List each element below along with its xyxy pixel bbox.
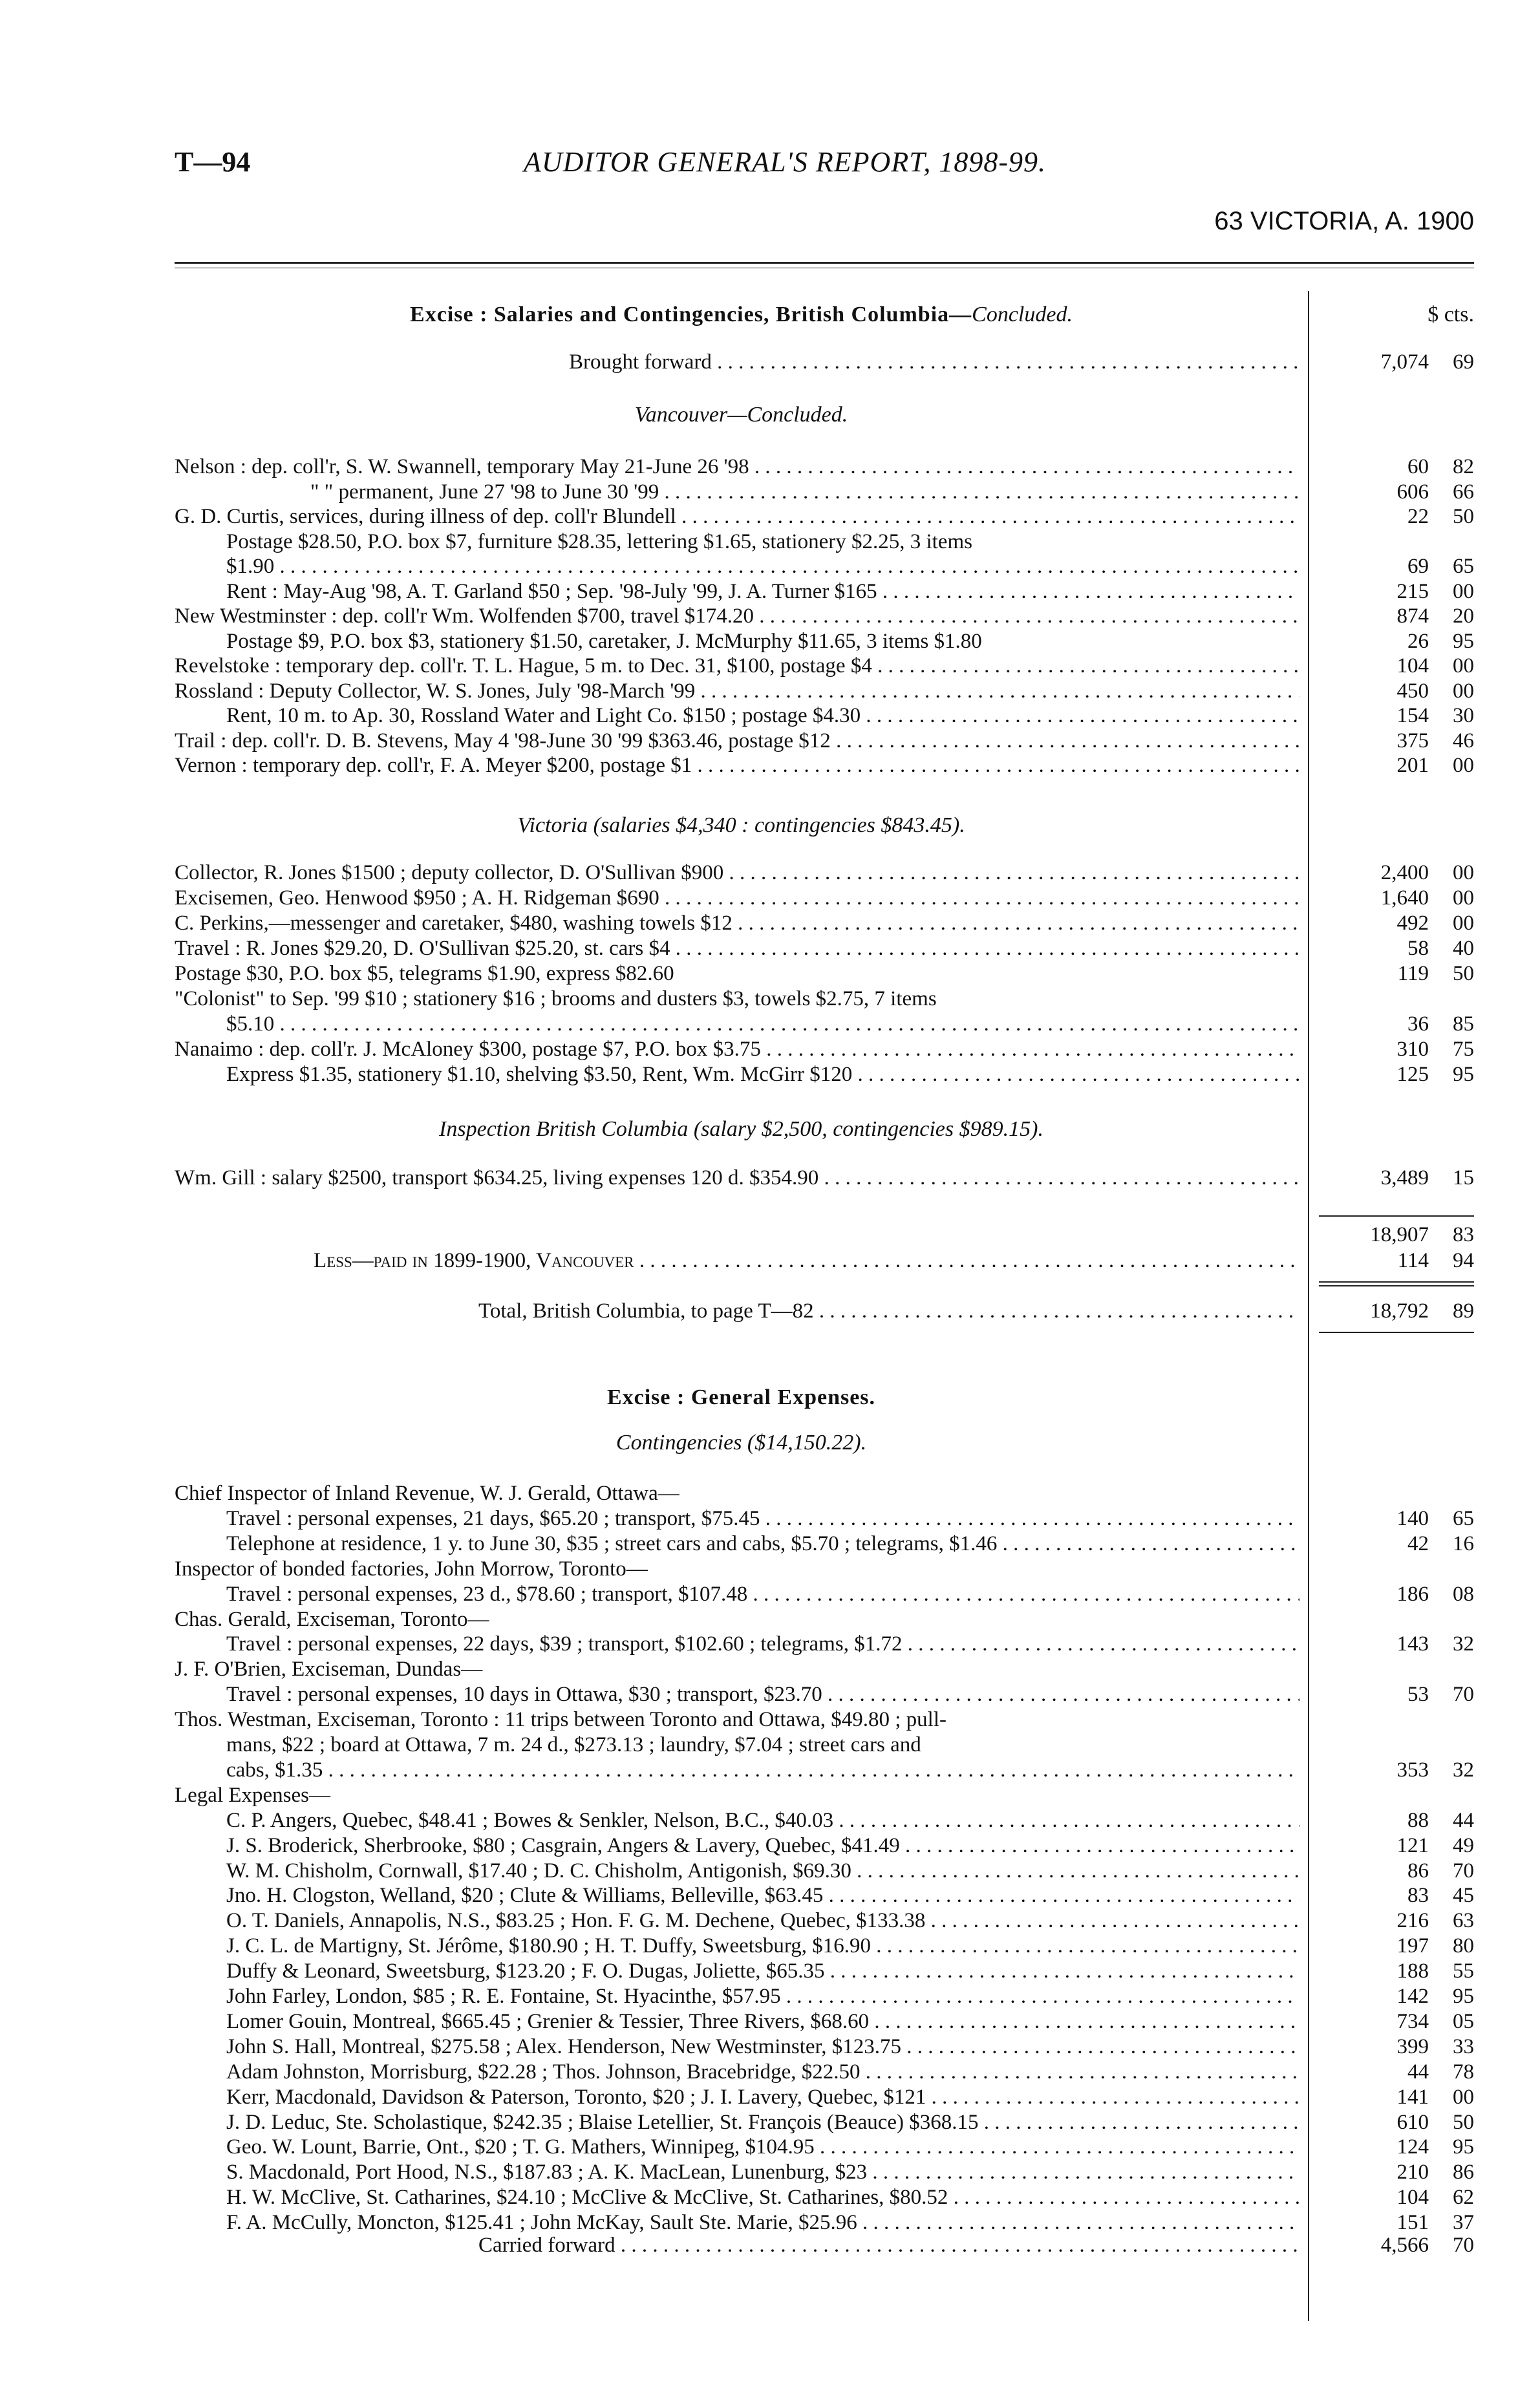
amount-cents: 00 bbox=[1453, 886, 1474, 910]
amount-cents: 70 bbox=[1453, 1859, 1474, 1883]
amount-cents: 82 bbox=[1453, 455, 1474, 478]
general-row bbox=[175, 2159, 1474, 2185]
amount-cents: 30 bbox=[1453, 704, 1474, 727]
less-row bbox=[175, 1248, 1474, 1274]
amount-cents: 95 bbox=[1453, 1985, 1474, 2008]
general-row bbox=[175, 1707, 1474, 1733]
amount-dollars: 874 bbox=[1396, 604, 1429, 628]
amount bbox=[1309, 1248, 1474, 1274]
amount bbox=[1309, 603, 1474, 629]
amount-dollars: 734 bbox=[1396, 2009, 1429, 2033]
row-text: Carried forward . . . bbox=[478, 2232, 1299, 2258]
amount-dollars: 7,074 bbox=[1380, 350, 1429, 374]
amount-cents: 95 bbox=[1453, 1063, 1474, 1086]
total-rule-2 bbox=[1319, 1285, 1474, 1286]
amount-dollars: 450 bbox=[1396, 679, 1429, 703]
amount-dollars: 60 bbox=[1407, 455, 1429, 478]
amount-dollars: 58 bbox=[1407, 937, 1429, 960]
amount bbox=[1309, 1808, 1474, 1833]
amount bbox=[1309, 752, 1474, 778]
amount-dollars: 36 bbox=[1407, 1012, 1429, 1036]
amount bbox=[1309, 1958, 1474, 1984]
row-text: John S. Hall, Montreal, $275.58 ; Alex. Henderson, New Westminster, $123.75 . . . bbox=[226, 2034, 1299, 2060]
amount bbox=[1309, 1757, 1474, 1783]
amount-dollars: 142 bbox=[1396, 1985, 1429, 2008]
victoria-row bbox=[175, 986, 1474, 1012]
vancouver-row bbox=[175, 678, 1474, 704]
row-text: Telephone at residence, 1 y. to June 30, $35 ; street cars and cabs, $5.70 ; telegrams, $1.46 . . . bbox=[226, 1531, 1299, 1557]
amount-cents: 75 bbox=[1453, 1038, 1474, 1061]
general-row bbox=[175, 2109, 1474, 2135]
amount-dollars: 121 bbox=[1396, 1833, 1429, 1857]
amount-cents: 45 bbox=[1453, 1884, 1474, 1908]
amount-cents: 83 bbox=[1453, 1223, 1474, 1246]
vancouver-row bbox=[175, 603, 1474, 629]
general-row bbox=[175, 1656, 1474, 1682]
amount-dollars: 88 bbox=[1407, 1808, 1429, 1832]
row-text: Express $1.35, stationery $1.10, shelving $3.50, Rent, Wm. McGirr $120 . . . bbox=[226, 1062, 1299, 1087]
amount bbox=[1309, 1933, 1474, 1959]
row-text: Trail : dep. coll'r. D. B. Stevens, May 4 '98-June 30 '99 $363.46, postage $12 . . . bbox=[175, 728, 1299, 754]
general-row bbox=[175, 1833, 1474, 1859]
amount-dollars: 104 bbox=[1396, 654, 1429, 678]
amount-dollars: 186 bbox=[1396, 1582, 1429, 1606]
row-text: Thos. Westman, Exciseman, Toronto : 11 trips between Toronto and Ottawa, $49.80 ; pull- bbox=[175, 1708, 946, 1732]
amount-dollars: 197 bbox=[1396, 1934, 1429, 1958]
amount-cents: 20 bbox=[1453, 604, 1474, 628]
amount-cents: 70 bbox=[1453, 1683, 1474, 1707]
amount bbox=[1309, 1681, 1474, 1707]
amount-cents: 65 bbox=[1453, 1506, 1474, 1530]
row-text: Travel : personal expenses, 22 days, $39 ; transport, $102.60 ; telegrams, $1.72 . . . bbox=[226, 1631, 1299, 1657]
amount-cents: 00 bbox=[1453, 679, 1474, 703]
amount bbox=[1309, 2034, 1474, 2060]
amount bbox=[1309, 1983, 1474, 2009]
amount-cents: 50 bbox=[1453, 505, 1474, 528]
amount-dollars: 201 bbox=[1396, 754, 1429, 777]
amount-cents: 50 bbox=[1453, 962, 1474, 985]
page-number: T—94 bbox=[175, 146, 251, 178]
amount-dollars: 606 bbox=[1396, 480, 1429, 504]
inspection-row bbox=[175, 1165, 1474, 1191]
amount-cents: 32 bbox=[1453, 1758, 1474, 1782]
amount-dollars: 44 bbox=[1407, 2060, 1429, 2084]
amount bbox=[1309, 1036, 1474, 1062]
total-rule-1 bbox=[1319, 1281, 1474, 1283]
general-row bbox=[175, 1480, 1474, 1506]
amount bbox=[1309, 579, 1474, 604]
total-underline bbox=[1319, 1332, 1474, 1333]
amount-dollars: 492 bbox=[1396, 912, 1429, 935]
amount-cents: 86 bbox=[1453, 2161, 1474, 2184]
session-label: 63 VICTORIA, A. 1900 bbox=[1214, 207, 1474, 235]
currency-heading: $ cts. bbox=[1428, 303, 1474, 326]
amount-dollars: 18,792 bbox=[1370, 1299, 1429, 1323]
general-row bbox=[175, 2134, 1474, 2160]
row-text: O. T. Daniels, Annapolis, N.S., $83.25 ; Hon. F. G. M. Dechene, Quebec, $133.38 . . . bbox=[226, 1908, 1299, 1934]
row-text: G. D. Curtis, services, during illness of dep. coll'r Blundell . . . bbox=[175, 504, 1299, 529]
amount-dollars: 188 bbox=[1396, 1959, 1429, 1983]
amount bbox=[1309, 553, 1474, 579]
amount bbox=[1309, 2159, 1474, 2185]
amount bbox=[1309, 986, 1474, 1012]
general-row bbox=[175, 1732, 1474, 1758]
amount-cents: 50 bbox=[1453, 2110, 1474, 2134]
row-text: Postage $9, P.O. box $3, stationery $1.50, caretaker, J. McMurphy $11.65, 3 items $1.80 bbox=[226, 629, 982, 653]
amount-cents: 32 bbox=[1453, 1632, 1474, 1656]
vancouver-row bbox=[175, 504, 1474, 529]
row-text: Rent : May-Aug '98, A. T. Garland $50 ; Sep. '98-July '99, J. A. Turner $165 . . . bbox=[226, 579, 1299, 604]
row-text: J. F. O'Brien, Exciseman, Dundas— bbox=[175, 1658, 483, 1681]
row-text: " " permanent, June 27 '98 to June 30 '99 . . . bbox=[310, 479, 1299, 505]
amount bbox=[1309, 1833, 1474, 1859]
general-row bbox=[175, 1506, 1474, 1531]
amount-cents: 16 bbox=[1453, 1531, 1474, 1555]
general-row bbox=[175, 1908, 1474, 1934]
general-row bbox=[175, 1631, 1474, 1657]
amount bbox=[1309, 2059, 1474, 2085]
vancouver-row bbox=[175, 479, 1474, 505]
victoria-heading: Victoria (salaries $4,340 : contingencies $843.45). bbox=[517, 813, 965, 837]
amount bbox=[1309, 1480, 1474, 1506]
row-text: Travel : R. Jones $29.20, D. O'Sullivan $25.20, st. cars $4 . . . bbox=[175, 935, 1299, 961]
amount bbox=[1309, 678, 1474, 704]
amount bbox=[1309, 2009, 1474, 2034]
row-text: C. P. Angers, Quebec, $48.41 ; Bowes & Senkler, Nelson, B.C., $40.03 . . . bbox=[226, 1808, 1299, 1833]
general-row bbox=[175, 1933, 1474, 1959]
row-text: Rent, 10 m. to Ap. 30, Rossland Water and Light Co. $150 ; postage $4.30 . . . bbox=[226, 703, 1299, 729]
general-row bbox=[175, 1757, 1474, 1783]
row-text: C. Perkins,—messenger and caretaker, $480, washing towels $12 . . . bbox=[175, 910, 1299, 936]
row-text: J. S. Broderick, Sherbrooke, $80 ; Casgrain, Angers & Lavery, Quebec, $41.49 . . . bbox=[226, 1833, 1299, 1859]
amount-dollars: 114 bbox=[1397, 1249, 1429, 1272]
amount bbox=[1309, 1782, 1474, 1808]
amount-dollars: 151 bbox=[1396, 2211, 1429, 2235]
amount bbox=[1309, 2184, 1474, 2210]
amount bbox=[1309, 1222, 1474, 1248]
amount bbox=[1309, 860, 1474, 886]
amount-dollars: 610 bbox=[1396, 2110, 1429, 2134]
amount-cents: 00 bbox=[1453, 861, 1474, 884]
bc-section-heading bbox=[175, 301, 1308, 329]
row-text: New Westminster : dep. coll'r Wm. Wolfenden $700, travel $174.20 . . . bbox=[175, 603, 1299, 629]
row-text: Postage $28.50, P.O. box $7, furniture $28.35, lettering $1.65, stationery $2.25, 3 items bbox=[226, 529, 972, 553]
amount bbox=[1309, 1531, 1474, 1557]
row-text: Postage $30, P.O. box $5, telegrams $1.90, express $82.60 bbox=[175, 962, 674, 985]
amount bbox=[1309, 628, 1474, 654]
carried-forward-row bbox=[175, 2232, 1474, 2258]
amount bbox=[1309, 349, 1474, 375]
victoria-row bbox=[175, 961, 1474, 987]
vancouver-row bbox=[175, 703, 1474, 729]
amount bbox=[1309, 910, 1474, 936]
row-text: H. W. McClive, St. Catharines, $24.10 ; McClive & McClive, St. Catharines, $80.52 . . . bbox=[226, 2184, 1299, 2210]
victoria-row bbox=[175, 1036, 1474, 1062]
amount bbox=[1309, 1732, 1474, 1758]
page-header bbox=[175, 145, 1474, 235]
amount-cents: 70 bbox=[1453, 2234, 1474, 2257]
vancouver-row bbox=[175, 579, 1474, 604]
row-text: Adam Johnston, Morrisburg, $22.28 ; Thos. Johnson, Bracebridge, $22.50 . . . bbox=[226, 2059, 1299, 2085]
amount-cents: 78 bbox=[1453, 2060, 1474, 2084]
general-row bbox=[175, 2084, 1474, 2110]
row-text: Less—paid in 1899-1900, Vancouver . . . bbox=[314, 1248, 1299, 1274]
amount bbox=[1309, 1606, 1474, 1632]
amount bbox=[1309, 1631, 1474, 1657]
amount-cents: 65 bbox=[1453, 555, 1474, 578]
amount-cents: 00 bbox=[1453, 912, 1474, 935]
amount-cents: 66 bbox=[1453, 480, 1474, 504]
amount-cents: 00 bbox=[1453, 2085, 1474, 2109]
general-row bbox=[175, 1983, 1474, 2009]
general-row bbox=[175, 2009, 1474, 2034]
vancouver-row bbox=[175, 628, 1474, 654]
row-text: Chas. Gerald, Exciseman, Toronto— bbox=[175, 1607, 489, 1631]
amount bbox=[1309, 1656, 1474, 1682]
amount bbox=[1309, 1556, 1474, 1582]
amount-dollars: 310 bbox=[1396, 1038, 1429, 1061]
general-expenses-heading: Excise : General Expenses. bbox=[606, 1385, 876, 1409]
amount bbox=[1309, 504, 1474, 529]
general-row bbox=[175, 1808, 1474, 1833]
amount-dollars: 18,907 bbox=[1370, 1223, 1429, 1246]
amount-cents: 95 bbox=[1453, 629, 1474, 653]
amount bbox=[1309, 1908, 1474, 1934]
bc-heading-italic: Concluded. bbox=[972, 303, 1073, 326]
amount-dollars: 143 bbox=[1396, 1632, 1429, 1656]
row-text: John Farley, London, $85 ; R. E. Fontaine, St. Hyacinthe, $57.95 . . . bbox=[226, 1983, 1299, 2009]
vancouver-row bbox=[175, 553, 1474, 579]
inspection-heading: Inspection British Columbia (salary $2,500, contingencies $989.15). bbox=[439, 1117, 1043, 1141]
contingencies-heading: Contingencies ($14,150.22). bbox=[615, 1431, 867, 1455]
victoria-row bbox=[175, 910, 1474, 936]
row-text: Travel : personal expenses, 10 days in Ottawa, $30 ; transport, $23.70 . . . bbox=[226, 1681, 1299, 1707]
row-text: Total, British Columbia, to page T—82 . . . bbox=[478, 1298, 1299, 1324]
amount-cents: 46 bbox=[1453, 729, 1474, 752]
amount-dollars: 353 bbox=[1396, 1758, 1429, 1782]
amount-cents: 00 bbox=[1453, 579, 1474, 603]
amount-dollars: 42 bbox=[1407, 1531, 1429, 1555]
amount-dollars: 104 bbox=[1396, 2186, 1429, 2210]
row-text: Duffy & Leonard, Sweetsburg, $123.20 ; F. O. Dugas, Joliette, $65.35 . . . bbox=[226, 1958, 1299, 1984]
vancouver-heading: Vancouver—Concluded. bbox=[634, 403, 848, 427]
amount bbox=[1309, 529, 1474, 555]
general-row bbox=[175, 1858, 1474, 1884]
amount-dollars: 2,400 bbox=[1380, 861, 1429, 884]
bc-heading-bold: Excise : Salaries and Contingencies, British Columbia— bbox=[410, 303, 972, 326]
row-text: Revelstoke : temporary dep. coll'r. T. L. Hague, 5 m. to Dec. 31, $100, postage $4 . . . bbox=[175, 653, 1299, 679]
amount-cents: 62 bbox=[1453, 2186, 1474, 2210]
row-text: cabs, $1.35 . . . bbox=[226, 1757, 1299, 1783]
row-text: Brought forward . . . bbox=[569, 349, 1299, 375]
amount-cents: 08 bbox=[1453, 1582, 1474, 1606]
victoria-row bbox=[175, 885, 1474, 911]
general-row bbox=[175, 1958, 1474, 1984]
vancouver-row bbox=[175, 529, 1474, 555]
victoria-row bbox=[175, 860, 1474, 886]
amount-cents: 00 bbox=[1453, 754, 1474, 777]
general-row bbox=[175, 1531, 1474, 1557]
amount bbox=[1309, 728, 1474, 754]
amount-dollars: 154 bbox=[1396, 704, 1429, 727]
amount-dollars: 4,566 bbox=[1380, 2234, 1429, 2257]
general-row bbox=[175, 1606, 1474, 1632]
header-rule bbox=[175, 262, 1474, 264]
general-row bbox=[175, 1681, 1474, 1707]
amount-cents: 15 bbox=[1453, 1166, 1474, 1190]
amount bbox=[1309, 1298, 1474, 1324]
amount-dollars: 141 bbox=[1396, 2085, 1429, 2109]
amount-cents: 44 bbox=[1453, 1808, 1474, 1832]
amount-dollars: 216 bbox=[1396, 1909, 1429, 1933]
amount-dollars: 86 bbox=[1407, 1859, 1429, 1883]
amount-cents: 55 bbox=[1453, 1959, 1474, 1983]
amount-cents: 00 bbox=[1453, 654, 1474, 678]
amount bbox=[1309, 1165, 1474, 1191]
row-text: W. M. Chisholm, Cornwall, $17.40 ; D. C. Chisholm, Antigonish, $69.30 . . . bbox=[226, 1858, 1299, 1884]
row-text: Nanaimo : dep. coll'r. J. McAloney $300, postage $7, P.O. box $3.75 . . . bbox=[175, 1036, 1299, 1062]
ledger bbox=[175, 291, 1474, 2360]
general-row bbox=[175, 1782, 1474, 1808]
running-title: AUDITOR GENERAL'S REPORT, 1898-99. bbox=[524, 146, 1047, 178]
amount-dollars: 140 bbox=[1396, 1506, 1429, 1530]
row-text: Geo. W. Lount, Barrie, Ont., $20 ; T. G. Mathers, Winnipeg, $104.95 . . . bbox=[226, 2134, 1299, 2160]
amount bbox=[1309, 1858, 1474, 1884]
row-text: Kerr, Macdonald, Davidson & Paterson, Toronto, $20 ; J. I. Lavery, Quebec, $121 . . . bbox=[226, 2084, 1299, 2110]
amount-dollars: 124 bbox=[1396, 2135, 1429, 2159]
amount-cents: 33 bbox=[1453, 2034, 1474, 2058]
victoria-row bbox=[175, 1011, 1474, 1037]
amount-dollars: 22 bbox=[1407, 505, 1429, 528]
row-text: Wm. Gill : salary $2500, transport $634.25, living expenses 120 d. $354.90 . . . bbox=[175, 1165, 1299, 1191]
row-text: Excisemen, Geo. Henwood $950 ; A. H. Ridgeman $690 . . . bbox=[175, 885, 1299, 911]
row-text: Rossland : Deputy Collector, W. S. Jones, July '98-March '99 . . . bbox=[175, 678, 1299, 704]
row-text: Jno. H. Clogston, Welland, $20 ; Clute & Williams, Belleville, $63.45 . . . bbox=[226, 1883, 1299, 1908]
total-row bbox=[175, 1298, 1474, 1324]
amount-cents: 05 bbox=[1453, 2009, 1474, 2033]
row-text: mans, $22 ; board at Ottawa, 7 m. 24 d., $273.13 ; laundry, $7.04 ; street cars and bbox=[226, 1733, 921, 1756]
row-text: Lomer Gouin, Montreal, $665.45 ; Grenier & Tessier, Three Rivers, $68.60 . . . bbox=[226, 2009, 1299, 2034]
amount bbox=[1309, 885, 1474, 911]
amount bbox=[1309, 2134, 1474, 2160]
amount-dollars: 119 bbox=[1397, 962, 1429, 985]
amount bbox=[1309, 1062, 1474, 1087]
subtotal-rule bbox=[1319, 1215, 1474, 1217]
row-text: Travel : personal expenses, 23 d., $78.60 ; transport, $107.48 . . . bbox=[226, 1581, 1299, 1607]
row-text: Nelson : dep. coll'r, S. W. Swannell, temporary May 21-June 26 '98 . . . bbox=[175, 454, 1299, 480]
amount-cents: 37 bbox=[1453, 2211, 1474, 2235]
amount bbox=[1309, 961, 1474, 987]
amount-cents: 95 bbox=[1453, 2135, 1474, 2159]
row-text: J. C. L. de Martigny, St. Jérôme, $180.90 ; H. T. Duffy, Sweetsburg, $16.90 . . . bbox=[226, 1933, 1299, 1959]
vancouver-row bbox=[175, 454, 1474, 480]
amount bbox=[1309, 454, 1474, 480]
vancouver-row bbox=[175, 728, 1474, 754]
row-text: Vernon : temporary dep. coll'r, F. A. Meyer $200, postage $1 . . . bbox=[175, 752, 1299, 778]
amount-dollars: 125 bbox=[1396, 1063, 1429, 1086]
row-text: Travel : personal expenses, 21 days, $65.20 ; transport, $75.45 . . . bbox=[226, 1506, 1299, 1531]
general-row bbox=[175, 1883, 1474, 1908]
row-text: J. D. Leduc, Ste. Scholastique, $242.35 ; Blaise Letellier, St. François (Beauce) $368.15 . . . bbox=[226, 2109, 1299, 2135]
row-text: S. Macdonald, Port Hood, N.S., $187.83 ; A. K. MacLean, Lunenburg, $23 . . . bbox=[226, 2159, 1299, 2185]
victoria-row bbox=[175, 935, 1474, 961]
row-text: Legal Expenses— bbox=[175, 1783, 331, 1807]
amount-dollars: 53 bbox=[1407, 1683, 1429, 1707]
subtotal-row bbox=[175, 1222, 1474, 1248]
amount bbox=[1309, 2084, 1474, 2110]
amount-cents: 94 bbox=[1453, 1249, 1474, 1272]
general-row bbox=[175, 1581, 1474, 1607]
row-text: Chief Inspector of Inland Revenue, W. J. Gerald, Ottawa— bbox=[175, 1482, 679, 1505]
amount-dollars: 210 bbox=[1396, 2161, 1429, 2184]
row-text: Inspector of bonded factories, John Morrow, Toronto— bbox=[175, 1557, 648, 1581]
amount-cents: 69 bbox=[1453, 350, 1474, 374]
amount-dollars: 83 bbox=[1407, 1884, 1429, 1908]
amount bbox=[1309, 1883, 1474, 1908]
amount-dollars: 1,640 bbox=[1380, 886, 1429, 910]
amount-dollars: 215 bbox=[1396, 579, 1429, 603]
amount-cents: 63 bbox=[1453, 1909, 1474, 1933]
amount-cents: 49 bbox=[1453, 1833, 1474, 1857]
amount bbox=[1309, 2232, 1474, 2258]
amount-dollars: 3,489 bbox=[1380, 1166, 1429, 1190]
victoria-row bbox=[175, 1062, 1474, 1087]
general-row bbox=[175, 2034, 1474, 2060]
vancouver-row bbox=[175, 653, 1474, 679]
amount bbox=[1309, 703, 1474, 729]
row-text: $1.90 . . . bbox=[226, 553, 1299, 579]
amount bbox=[1309, 1707, 1474, 1733]
row-text: Collector, R. Jones $1500 ; deputy collector, D. O'Sullivan $900 . . . bbox=[175, 860, 1299, 886]
brought-forward-row bbox=[175, 349, 1474, 375]
amount-cents: 40 bbox=[1453, 937, 1474, 960]
amount bbox=[1309, 1506, 1474, 1531]
amount bbox=[1309, 1581, 1474, 1607]
amount-cents: 85 bbox=[1453, 1012, 1474, 1036]
amount-cents: 80 bbox=[1453, 1934, 1474, 1958]
amount-cents: 89 bbox=[1453, 1299, 1474, 1323]
general-row bbox=[175, 1556, 1474, 1582]
vancouver-row bbox=[175, 752, 1474, 778]
amount bbox=[1309, 653, 1474, 679]
general-row bbox=[175, 2184, 1474, 2210]
amount bbox=[1309, 1011, 1474, 1037]
amount bbox=[1309, 935, 1474, 961]
row-text: F. A. McCully, Moncton, $125.41 ; John McKay, Sault Ste. Marie, $25.96 . . . bbox=[226, 2210, 1299, 2236]
amount-dollars: 399 bbox=[1396, 2034, 1429, 2058]
row-text: $5.10 . . . bbox=[226, 1011, 1299, 1037]
amount bbox=[1309, 479, 1474, 505]
amount-dollars: 26 bbox=[1407, 629, 1429, 653]
amount-dollars: 375 bbox=[1396, 729, 1429, 752]
amount-dollars: 69 bbox=[1407, 555, 1429, 578]
amount bbox=[1309, 2109, 1474, 2135]
general-row bbox=[175, 2059, 1474, 2085]
row-text: "Colonist" to Sep. '99 $10 ; stationery $16 ; brooms and dusters $3, towels $2.75, 7 items bbox=[175, 987, 937, 1010]
